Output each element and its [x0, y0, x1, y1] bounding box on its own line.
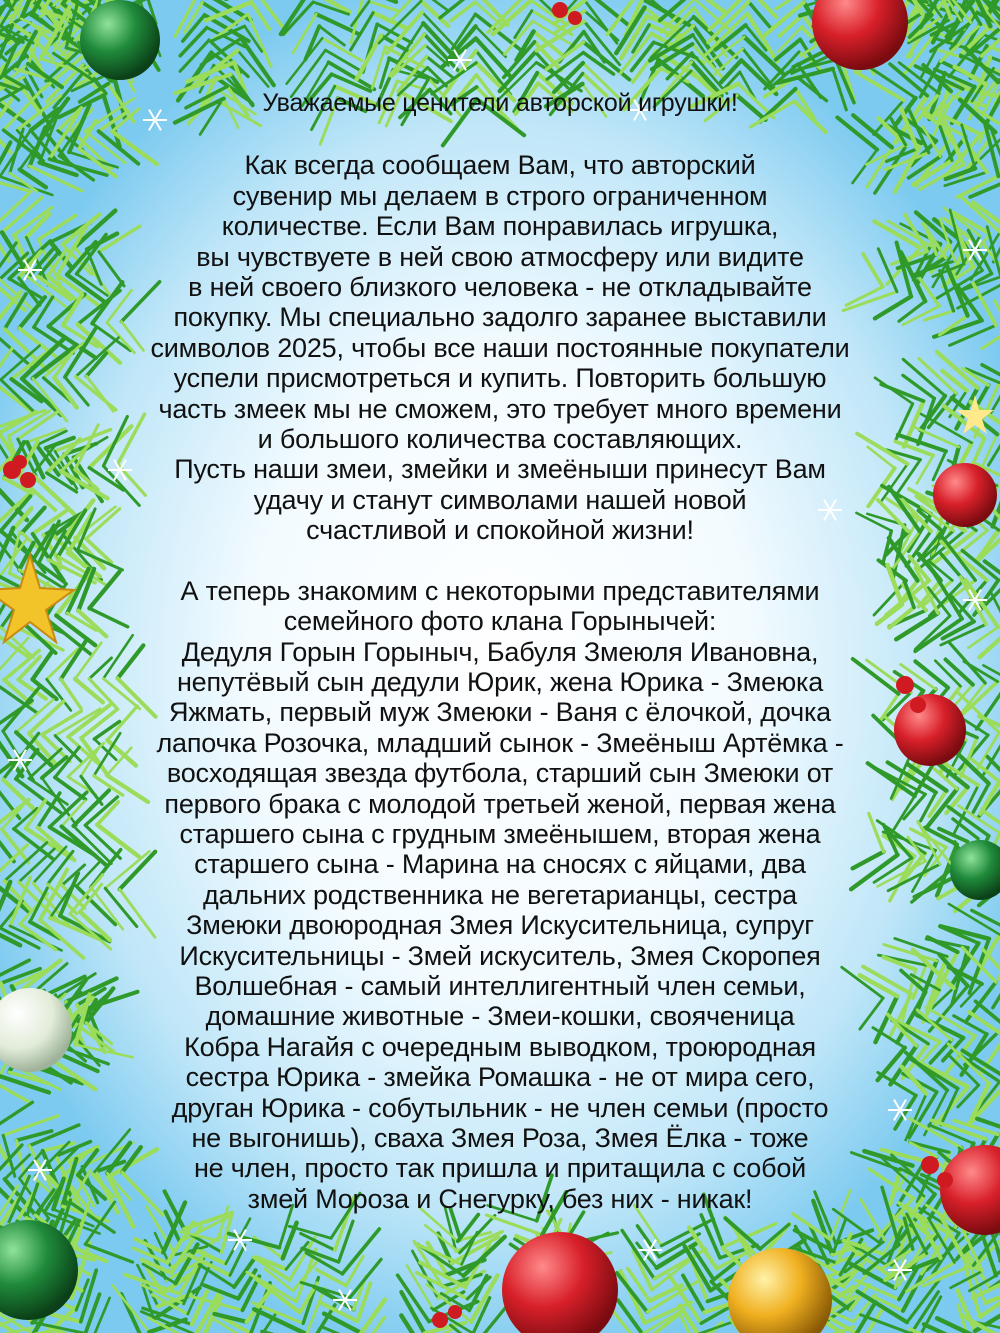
- text-line: Кобра Нагайя с очередным выводком, троюродная: [184, 1031, 816, 1062]
- pine-needle: [982, 330, 1000, 349]
- text-line: не член, просто так пришла и притащила с собой: [193, 1153, 807, 1184]
- paragraph-intro: [40, 150, 960, 545]
- text-line: в ней своего близкого человека - не откладывайте: [188, 272, 812, 303]
- pine-needle: [357, 1283, 370, 1321]
- text-line: восходящая звезда футбола, старший сын Змеюки от: [166, 758, 834, 789]
- text-line: покупку. Мы специально задолго заранее выставили: [173, 302, 827, 333]
- text-line: старшего сына с грудным змеёнышем, вторая жена: [179, 818, 821, 849]
- letter: [40, 88, 960, 1214]
- pine-needle: [475, 0, 508, 25]
- text-line: семейного фото клана Горынычей:: [283, 606, 717, 637]
- text-line: Змеюки двоюродная Змея Искусительница, супруг: [186, 910, 814, 941]
- pine-needle: [248, 14, 271, 66]
- text-line: непутёвый сын дедули Юрик, жена Юрика - Змеюка: [176, 666, 824, 697]
- text-line: А теперь знакомим с некоторыми представителями: [180, 575, 820, 606]
- text-line: змей Мороза и Снегурку, без них - никак!: [247, 1183, 753, 1214]
- text-line: сувенир мы делаем в строго ограниченном: [232, 180, 768, 211]
- text-line: символов 2025, чтобы все наши постоянные покупатели: [150, 332, 850, 363]
- text-line: счастливой и спокойной жизни!: [306, 515, 694, 546]
- text-line: часть змеек мы не сможем, это требует много времени: [158, 393, 842, 424]
- text-line: удачу и станут символами нашей новой: [253, 484, 747, 515]
- ornament-red-ball: [812, 0, 908, 70]
- text-line: не выгонишь), сваха Змея Роза, Змея Ёлка - тоже: [191, 1123, 809, 1153]
- text-line: сестра Юрика - змейка Ромашка - не от мира сего,: [185, 1062, 815, 1093]
- text-line: Искусительницы - Змей искуситель, Змея Скоропея: [179, 940, 821, 971]
- text-line: дальних родственника не вегетарианцы, сестра: [203, 879, 797, 910]
- text-line: старшего сына - Марина на сносях с яйцами, два: [194, 849, 806, 880]
- paragraph-family: [40, 576, 960, 1215]
- pine-needle: [486, 1215, 542, 1235]
- ornament-red-ball: [502, 1232, 618, 1333]
- text-line: первого брака с молодой третьей женой, первая жена: [164, 788, 836, 819]
- letter-greeting: Уважаемые ценители авторской игрушки!: [262, 89, 738, 117]
- pine-needle: [180, 40, 209, 71]
- text-line: Пусть наши змеи, змейки и змеёныши принесут Вам: [174, 454, 826, 485]
- pine-needle: [339, 1221, 353, 1262]
- ornament-green-ball: [80, 0, 160, 80]
- pine-needle: [301, 1234, 335, 1251]
- text-line: лапочка Розочка, младший сынок - Змеёныш Артёмка -: [156, 727, 844, 758]
- text-line: домашние животные - Змеи-кошки, свояченица: [205, 1001, 795, 1032]
- pine-needle: [721, 60, 742, 82]
- pine-needle: [622, 1230, 654, 1278]
- text-line: Дедуля Горын Горыныч, Бабуля Змеюля Ивановна,: [181, 636, 819, 667]
- text-line: и большого количества составляющих.: [257, 424, 743, 455]
- text-line: Яжмать, первый муж Змеюки - Ваня с ёлочкой, дочка: [169, 697, 831, 728]
- text-line: Волшебная - самый интеллигентный член семьи,: [194, 970, 806, 1001]
- pine-needle: [325, 50, 360, 71]
- text-line: количестве. Если Вам понравилась игрушка,: [221, 211, 779, 242]
- text-line: вы чувствуете в ней свою атмосферу или видите: [196, 241, 804, 272]
- pine-needle: [281, 0, 310, 34]
- text-line: друган Юрика - собутыльник - не член семьи (просто: [171, 1092, 829, 1123]
- pine-needle: [175, 0, 200, 36]
- text-line: Как всегда сообщаем Вам, что авторский: [244, 150, 756, 181]
- text-line: успели присмотреться и купить. Повторить большую: [173, 363, 827, 394]
